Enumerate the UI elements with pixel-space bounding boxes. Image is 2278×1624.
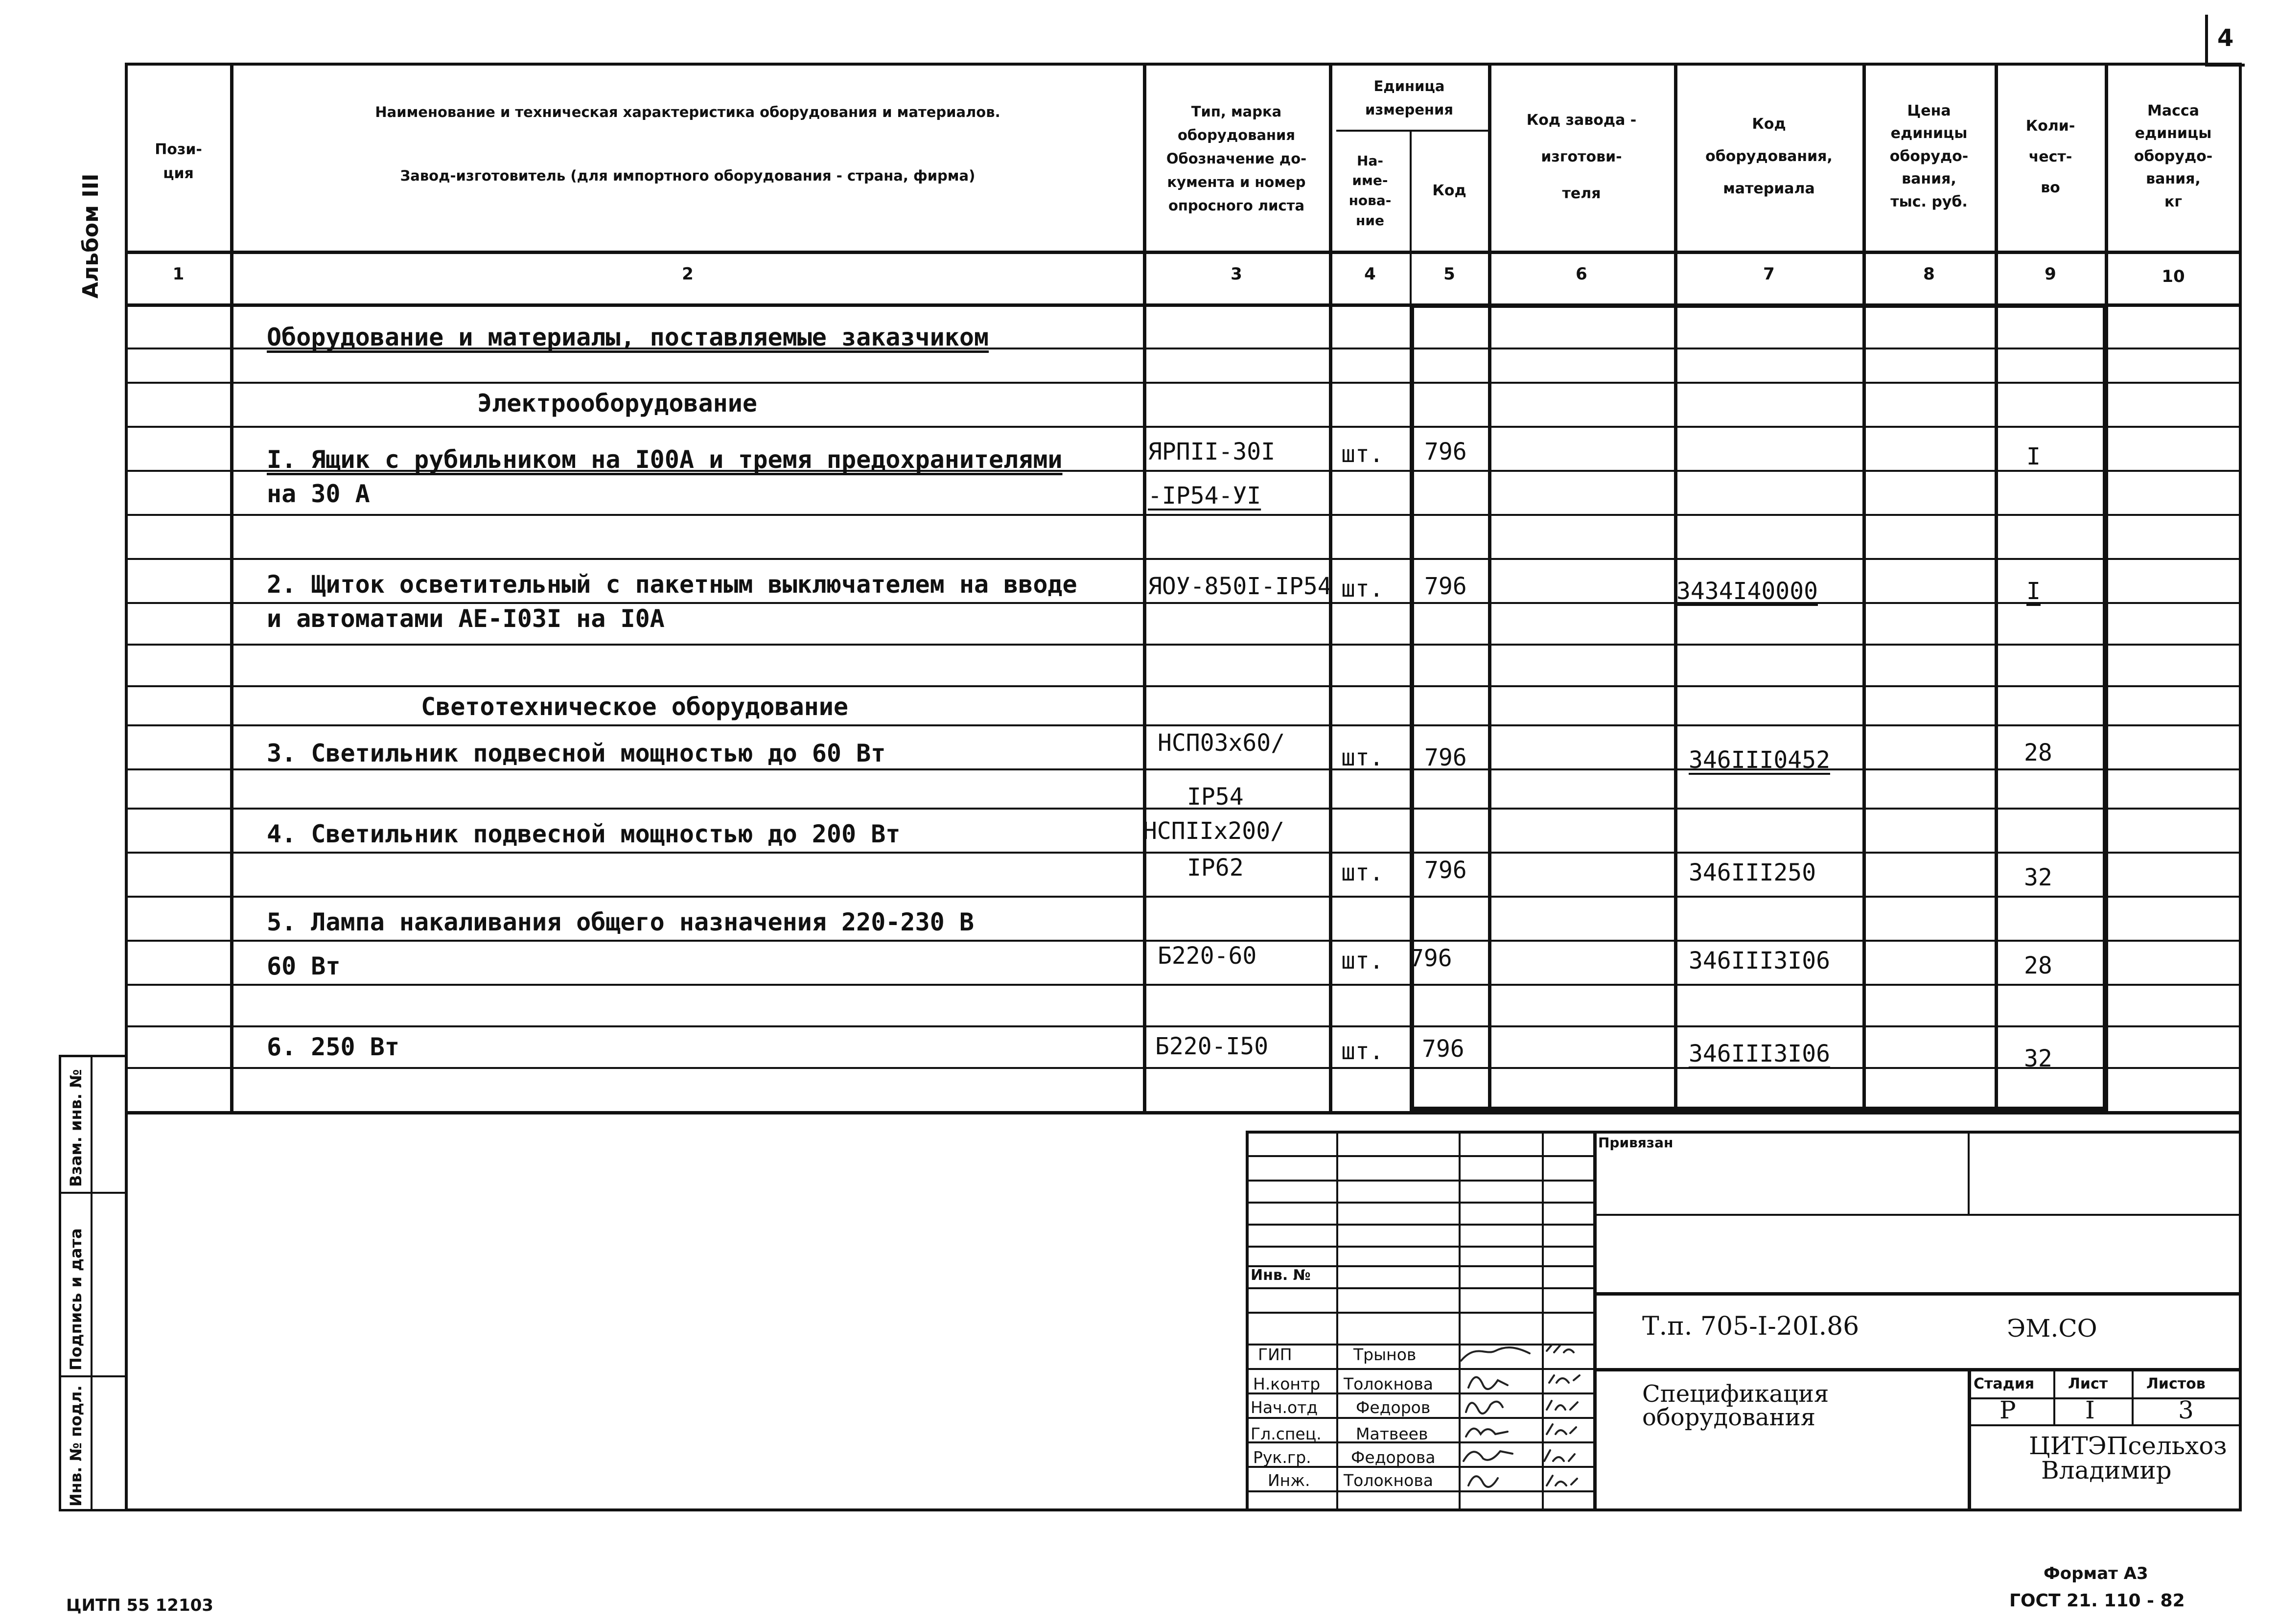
item-3-equipment-code: 346III0452 — [1689, 746, 1830, 774]
item-2-quantity: I — [2026, 578, 2041, 605]
name-trynov: Трынов — [1353, 1345, 1417, 1364]
item-6-equipment-code: 346III3I06 — [1689, 1040, 1830, 1067]
organization-line2: Владимир — [2041, 1456, 2172, 1485]
header-equipment-code: Код оборудования, материала — [1705, 116, 1833, 197]
name-fedorova: Федорова — [1351, 1448, 1436, 1467]
privyazan-label: Привязан — [1598, 1135, 1674, 1151]
col-number-5: 5 — [1443, 264, 1455, 284]
header-unit: Единица измерения — [1365, 78, 1453, 118]
album-label: Альбом III — [78, 173, 103, 299]
item-4-type-b: IP62 — [1187, 854, 1244, 882]
item-3-name: 3. Светильник подвесной мощностью до 60 Вт — [267, 739, 886, 767]
sheets-value: 3 — [2178, 1396, 2194, 1424]
name-fedorov: Федоров — [1356, 1398, 1431, 1417]
header-quantity: Коли- чест- во — [2025, 117, 2075, 196]
col-number-2: 2 — [682, 264, 694, 284]
stage-label: Стадия — [1974, 1375, 2035, 1392]
item-2-type: ЯОУ-850I-IP54 — [1148, 573, 1332, 600]
col-number-9: 9 — [2045, 264, 2056, 284]
item-3-unit: шт. — [1341, 744, 1384, 771]
col-number-8: 8 — [1923, 264, 1935, 284]
name-matveev: Матвеев — [1356, 1424, 1428, 1443]
item-5-name-b: 60 Вт — [267, 952, 341, 980]
item-2-unit-code: 796 — [1424, 573, 1467, 600]
item-1-unit-code: 796 — [1424, 438, 1467, 465]
col-number-7: 7 — [1763, 264, 1775, 284]
item-5-unit-code: 796 — [1410, 945, 1452, 972]
item-2-unit: шт. — [1341, 575, 1384, 603]
document-title-line1: Спецификация — [1642, 1380, 1829, 1408]
item-4-equipment-code: 346III250 — [1689, 859, 1816, 886]
name-toloknova-1: Толокнова — [1344, 1374, 1433, 1393]
stage-value: Р — [1999, 1396, 2016, 1424]
item-6-unit-code: 796 — [1422, 1035, 1464, 1063]
item-5-name-a: 5. Лампа накаливания общего назначения 220-230 В — [267, 908, 974, 936]
item-3-quantity: 28 — [2024, 739, 2052, 766]
header-name-line2: Завод-изготовитель (для импортного оборудования - страна, фирма) — [400, 167, 976, 185]
item-3-type-b: IP54 — [1187, 783, 1244, 811]
footer-right-standard: ГОСТ 21. 110 - 82 — [2009, 1591, 2185, 1611]
item-1-name-b: на 30 А — [267, 480, 370, 508]
item-5-equipment-code: 346III3I06 — [1689, 947, 1830, 974]
item-3-type-a: НСП03х60/ — [1158, 729, 1285, 757]
item-6-unit: шт. — [1341, 1038, 1384, 1065]
col-number-10: 10 — [2162, 267, 2185, 286]
role-inzh: Инж. — [1268, 1471, 1310, 1490]
col-number-1: 1 — [172, 264, 185, 284]
item-1-quantity: I — [2026, 443, 2041, 470]
subsection-lighting: Светотехническое оборудование — [421, 693, 848, 721]
item-5-type: Б220-60 — [1158, 942, 1257, 970]
section-customer-supplied: Оборудование и материалы, поставляемые заказчиком — [267, 323, 989, 351]
item-1-unit: шт. — [1341, 441, 1384, 468]
item-2-equipment-code: 3434I40000 — [1676, 578, 1818, 605]
role-gl-spec: Гл.спец. — [1251, 1424, 1322, 1443]
header-bottom-line — [125, 251, 2242, 254]
table-bottom-line — [125, 1111, 2242, 1114]
page-number: 4 — [2217, 24, 2234, 52]
format-label: Формат А3 — [2044, 1564, 2148, 1583]
bold-body-box — [1410, 303, 2107, 1111]
document-code: Т.п. 705-I-20I.86 — [1642, 1312, 1860, 1341]
margin-label-podpis-data: Подпись и дата — [67, 1228, 85, 1370]
item-4-name: 4. Светильник подвесной мощностью до 200 Вт — [267, 820, 901, 848]
item-4-type-a: НСПIIх200/ — [1143, 817, 1284, 845]
item-1-type-b: -IP54-УI — [1148, 482, 1261, 510]
item-2-name-b: и автоматами АЕ-I03I на I0А — [267, 604, 665, 633]
item-5-quantity: 28 — [2024, 952, 2052, 979]
sheet-label: Лист — [2068, 1375, 2108, 1392]
document-mark: ЭМ.СО — [2007, 1314, 2097, 1343]
name-toloknova-2: Толокнова — [1344, 1471, 1433, 1490]
item-1-type-a: ЯРПII-30I — [1148, 438, 1276, 465]
header-price: Цена единицы оборудо- вания, тыс. руб. — [1889, 102, 1969, 210]
item-4-unit-code: 796 — [1424, 857, 1467, 884]
sheet-value: I — [2085, 1396, 2095, 1424]
item-4-unit: шт. — [1341, 859, 1384, 886]
header-unit-code: Код — [1432, 182, 1466, 200]
role-gip: ГИП — [1258, 1345, 1292, 1364]
item-6-type: Б220-I50 — [1155, 1033, 1269, 1060]
item-5-unit: шт. — [1341, 947, 1384, 974]
role-ruk-gr: Рук.гр. — [1253, 1448, 1311, 1467]
header-position: Пози- ция — [155, 140, 202, 182]
signature-marks — [1456, 1341, 1603, 1498]
header-mass: Масса единицы оборудо- вания, кг — [2134, 102, 2213, 210]
item-4-quantity: 32 — [2024, 864, 2052, 891]
header-factory-code: Код завода - изготови- теля — [1526, 111, 1637, 202]
item-6-name: 6. 250 Вт — [267, 1033, 399, 1061]
margin-label-inv-podl: Инв. № подл. — [67, 1385, 85, 1507]
organization-line1: ЦИТЭПсельхоз — [2029, 1432, 2227, 1460]
document-title-line2: оборудования — [1642, 1404, 1816, 1431]
margin-label-vzam-inv: Взам. инв. № — [67, 1069, 85, 1187]
sheets-label: Листов — [2146, 1375, 2206, 1392]
header-name-line1: Наименование и техническая характеристика оборудования и материалов. — [375, 104, 1000, 121]
role-n-kontr: Н.контр — [1253, 1374, 1321, 1393]
item-2-name-a: 2. Щиток осветительный с пакетным выключателем на вводе — [267, 570, 1077, 599]
subsection-electrical: Электрооборудование — [477, 389, 757, 418]
col-number-4: 4 — [1364, 264, 1376, 284]
col-number-3: 3 — [1231, 264, 1242, 284]
col-number-6: 6 — [1576, 264, 1587, 284]
item-1-name-a: I. Ящик с рубильником на I00А и тремя предохранителями — [267, 445, 1063, 474]
header-type: Тип, марка оборудования Обозначение до- кумента и номер опросного листа — [1166, 103, 1307, 214]
item-3-unit-code: 796 — [1424, 744, 1467, 771]
role-nach-otd: Нач.отд — [1251, 1398, 1318, 1417]
item-6-quantity: 32 — [2024, 1045, 2052, 1072]
footer-left-code: ЦИТП 55 12103 — [66, 1596, 213, 1615]
inv-no-label: Инв. № — [1251, 1267, 1311, 1284]
header-unit-name: На- име- нова- ние — [1348, 152, 1392, 229]
